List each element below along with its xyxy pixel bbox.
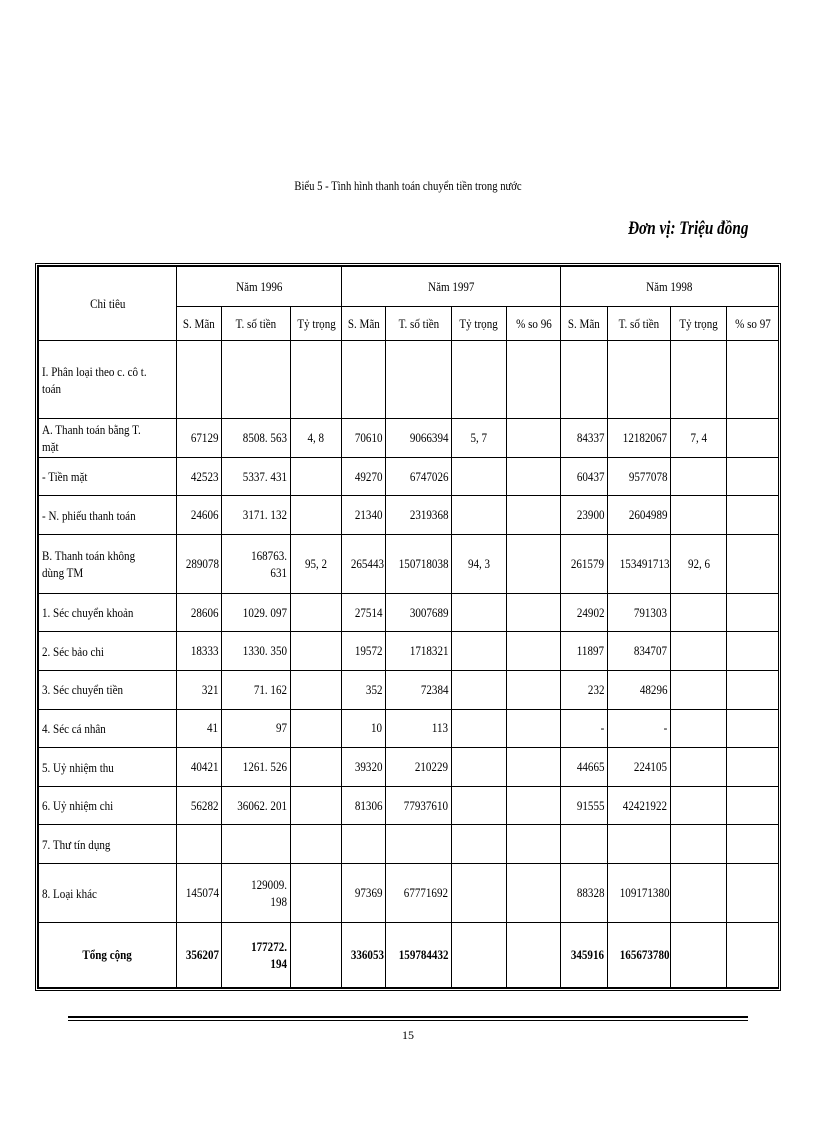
row-label: 4. Séc cá nhân — [39, 709, 177, 748]
row-cell — [727, 457, 779, 496]
row-cell — [507, 419, 561, 458]
row-cell — [291, 671, 342, 710]
row-cell: 84337 — [561, 419, 608, 458]
row-cell — [291, 593, 342, 632]
row-cell: 8508. 563 — [222, 419, 291, 458]
total-cell: 165673780 — [608, 922, 671, 987]
row-cell — [671, 457, 727, 496]
row-cell: 2319368 — [386, 496, 452, 535]
row-cell — [507, 864, 561, 923]
row-cell — [452, 748, 507, 787]
header-tytrong-1998: Tỷ trọng — [671, 307, 727, 341]
row-cell — [671, 671, 727, 710]
row-cell — [452, 457, 507, 496]
row-cell — [727, 786, 779, 825]
row-cell: 153491713 — [608, 534, 671, 593]
total-cell — [727, 922, 779, 987]
row-cell — [727, 748, 779, 787]
row-cell: 10 — [342, 709, 386, 748]
row-cell: 113 — [386, 709, 452, 748]
row-cell — [727, 496, 779, 535]
total-row — [39, 922, 779, 987]
row-cell — [291, 864, 342, 923]
row-cell: 289078 — [177, 534, 222, 593]
row-cell — [507, 786, 561, 825]
total-cell — [671, 922, 727, 987]
row-cell: 91555 — [561, 786, 608, 825]
row-cell — [452, 864, 507, 923]
row-cell — [291, 341, 342, 419]
table-row — [39, 825, 779, 864]
row-label: 2. Séc bảo chi — [39, 632, 177, 671]
row-cell — [386, 341, 452, 419]
row-cell — [561, 341, 608, 419]
row-cell — [727, 419, 779, 458]
row-cell: 24606 — [177, 496, 222, 535]
row-cell: 95, 2 — [291, 534, 342, 593]
header-pct96: % so 96 — [507, 307, 561, 341]
row-cell: 56282 — [177, 786, 222, 825]
row-cell: 40421 — [177, 748, 222, 787]
row-cell: 1029. 097 — [222, 593, 291, 632]
row-cell: 39320 — [342, 748, 386, 787]
row-label: 1. Séc chuyển khoản — [39, 593, 177, 632]
row-cell: 6747026 — [386, 457, 452, 496]
row-cell — [222, 825, 291, 864]
table-title: Biểu 5 - Tình hình thanh toán chuyển tiền trong nước — [294, 178, 522, 193]
row-cell — [671, 864, 727, 923]
row-cell: 88328 — [561, 864, 608, 923]
table-row — [39, 632, 779, 671]
row-cell: 321 — [177, 671, 222, 710]
row-cell — [452, 671, 507, 710]
row-cell: 150718038 — [386, 534, 452, 593]
row-label: B. Thanh toán không dùng TM — [39, 534, 177, 593]
row-cell — [452, 786, 507, 825]
row-cell: 94, 3 — [452, 534, 507, 593]
row-cell — [452, 632, 507, 671]
row-cell — [671, 593, 727, 632]
total-cell — [291, 922, 342, 987]
header-pct97: % so 97 — [727, 307, 779, 341]
row-cell — [507, 593, 561, 632]
header-tsotien-1996: T. số tiền — [222, 307, 291, 341]
row-cell — [342, 825, 386, 864]
row-cell — [507, 748, 561, 787]
row-cell — [507, 709, 561, 748]
row-cell: 145074 — [177, 864, 222, 923]
table-row — [39, 864, 779, 923]
row-label: 3. Séc chuyển tiền — [39, 671, 177, 710]
row-cell: 60437 — [561, 457, 608, 496]
row-cell — [507, 632, 561, 671]
row-cell — [507, 341, 561, 419]
header-year-1997: Năm 1997 — [342, 267, 561, 307]
row-cell: 265443 — [342, 534, 386, 593]
row-cell: 28606 — [177, 593, 222, 632]
table-row — [39, 534, 779, 593]
header-sman-1998: S. Mãn — [561, 307, 608, 341]
row-label: I. Phân loại theo c. cô t. toán — [39, 341, 177, 419]
row-cell — [177, 341, 222, 419]
row-cell: 42421922 — [608, 786, 671, 825]
row-cell — [507, 496, 561, 535]
row-cell — [671, 748, 727, 787]
table-row — [39, 496, 779, 535]
row-cell: 1261. 526 — [222, 748, 291, 787]
header-sman-1996: S. Mãn — [177, 307, 222, 341]
row-label: 7. Thư tín dụng — [39, 825, 177, 864]
row-cell — [452, 496, 507, 535]
row-cell: 3171. 132 — [222, 496, 291, 535]
row-cell: 49270 — [342, 457, 386, 496]
row-cell: 4, 8 — [291, 419, 342, 458]
row-cell: - — [561, 709, 608, 748]
row-cell: 3007689 — [386, 593, 452, 632]
footer-rule-thin — [68, 1020, 748, 1021]
row-label: - Tiền mặt — [39, 457, 177, 496]
row-cell: 5337. 431 — [222, 457, 291, 496]
row-cell — [671, 786, 727, 825]
row-cell: 1718321 — [386, 632, 452, 671]
table-row — [39, 593, 779, 632]
row-cell — [671, 709, 727, 748]
row-label: 8. Loại khác — [39, 864, 177, 923]
row-cell: 77937610 — [386, 786, 452, 825]
row-cell: 67129 — [177, 419, 222, 458]
header-year-1996: Năm 1996 — [177, 267, 342, 307]
row-cell: 834707 — [608, 632, 671, 671]
page-number: 15 — [402, 1028, 414, 1042]
row-cell — [727, 593, 779, 632]
row-cell: 1330. 350 — [222, 632, 291, 671]
header-row-years — [39, 267, 779, 307]
row-cell — [291, 709, 342, 748]
total-cell — [507, 922, 561, 987]
table-row — [39, 419, 779, 458]
row-cell: 2604989 — [608, 496, 671, 535]
row-cell: 42523 — [177, 457, 222, 496]
table-row — [39, 671, 779, 710]
row-cell — [507, 534, 561, 593]
row-cell — [727, 341, 779, 419]
data-table-frame — [35, 263, 781, 991]
footer-rule — [68, 1016, 748, 1018]
header-sman-1997: S. Mãn — [342, 307, 386, 341]
row-cell: 791303 — [608, 593, 671, 632]
table-row — [39, 341, 779, 419]
row-cell — [452, 709, 507, 748]
row-cell — [727, 864, 779, 923]
row-cell — [507, 457, 561, 496]
row-cell: 261579 — [561, 534, 608, 593]
row-cell — [222, 341, 291, 419]
header-year-1998: Năm 1998 — [561, 267, 779, 307]
row-cell: 24902 — [561, 593, 608, 632]
row-cell: 48296 — [608, 671, 671, 710]
unit-label: Đơn vị: Triệu đồng — [627, 218, 748, 239]
row-cell: 12182067 — [608, 419, 671, 458]
total-cell: 345916 — [561, 922, 608, 987]
row-cell — [507, 825, 561, 864]
total-cell: 159784432 — [386, 922, 452, 987]
row-cell: 44665 — [561, 748, 608, 787]
row-cell: 9577078 — [608, 457, 671, 496]
row-label: 5. Uỷ nhiệm thu — [39, 748, 177, 787]
total-cell: 177272. 194 — [222, 922, 291, 987]
row-cell — [291, 457, 342, 496]
row-cell — [608, 341, 671, 419]
table-row — [39, 709, 779, 748]
row-cell: 210229 — [386, 748, 452, 787]
total-label: Tổng cộng — [39, 922, 177, 987]
row-cell: 11897 — [561, 632, 608, 671]
row-cell: 97 — [222, 709, 291, 748]
row-cell — [727, 709, 779, 748]
row-label: 6. Uỷ nhiệm chi — [39, 786, 177, 825]
row-cell — [452, 825, 507, 864]
row-cell: 129009. 198 — [222, 864, 291, 923]
row-cell — [342, 341, 386, 419]
total-cell — [452, 922, 507, 987]
header-chi-tieu: Chỉ tiêu — [39, 267, 177, 341]
row-cell: 7, 4 — [671, 419, 727, 458]
row-cell — [291, 786, 342, 825]
row-cell: 21340 — [342, 496, 386, 535]
row-cell: 352 — [342, 671, 386, 710]
row-cell: 67771692 — [386, 864, 452, 923]
row-cell — [671, 496, 727, 535]
header-tsotien-1997: T. số tiền — [386, 307, 452, 341]
row-cell — [291, 496, 342, 535]
row-cell: 81306 — [342, 786, 386, 825]
header-tytrong-1996: Tỷ trọng — [291, 307, 342, 341]
row-cell — [727, 534, 779, 593]
total-cell: 356207 — [177, 922, 222, 987]
row-cell: 9066394 — [386, 419, 452, 458]
row-cell: 97369 — [342, 864, 386, 923]
row-cell: 41 — [177, 709, 222, 748]
row-cell — [291, 748, 342, 787]
row-cell — [671, 825, 727, 864]
table-row — [39, 786, 779, 825]
row-cell — [291, 632, 342, 671]
row-cell — [671, 341, 727, 419]
row-cell: 168763. 631 — [222, 534, 291, 593]
row-cell: 18333 — [177, 632, 222, 671]
row-cell: 36062. 201 — [222, 786, 291, 825]
row-cell: 5, 7 — [452, 419, 507, 458]
row-cell: - — [608, 709, 671, 748]
row-cell — [507, 671, 561, 710]
row-cell: 71. 162 — [222, 671, 291, 710]
row-cell — [177, 825, 222, 864]
row-label: A. Thanh toán bằng T. mặt — [39, 419, 177, 458]
data-table — [38, 266, 779, 988]
row-cell: 224105 — [608, 748, 671, 787]
row-cell — [727, 825, 779, 864]
row-cell: 70610 — [342, 419, 386, 458]
row-cell — [608, 825, 671, 864]
header-tsotien-1998: T. số tiền — [608, 307, 671, 341]
total-cell: 336053 — [342, 922, 386, 987]
row-label: - N. phiếu thanh toán — [39, 496, 177, 535]
row-cell — [452, 593, 507, 632]
row-cell: 109171380 — [608, 864, 671, 923]
row-cell — [561, 825, 608, 864]
row-cell: 23900 — [561, 496, 608, 535]
row-cell — [727, 632, 779, 671]
row-cell: 232 — [561, 671, 608, 710]
row-cell: 27514 — [342, 593, 386, 632]
table-row — [39, 748, 779, 787]
row-cell — [727, 671, 779, 710]
row-cell — [452, 341, 507, 419]
header-tytrong-1997: Tỷ trọng — [452, 307, 507, 341]
row-cell: 92, 6 — [671, 534, 727, 593]
table-row — [39, 457, 779, 496]
row-cell: 72384 — [386, 671, 452, 710]
row-cell: 19572 — [342, 632, 386, 671]
row-cell — [671, 632, 727, 671]
row-cell — [386, 825, 452, 864]
row-cell — [291, 825, 342, 864]
